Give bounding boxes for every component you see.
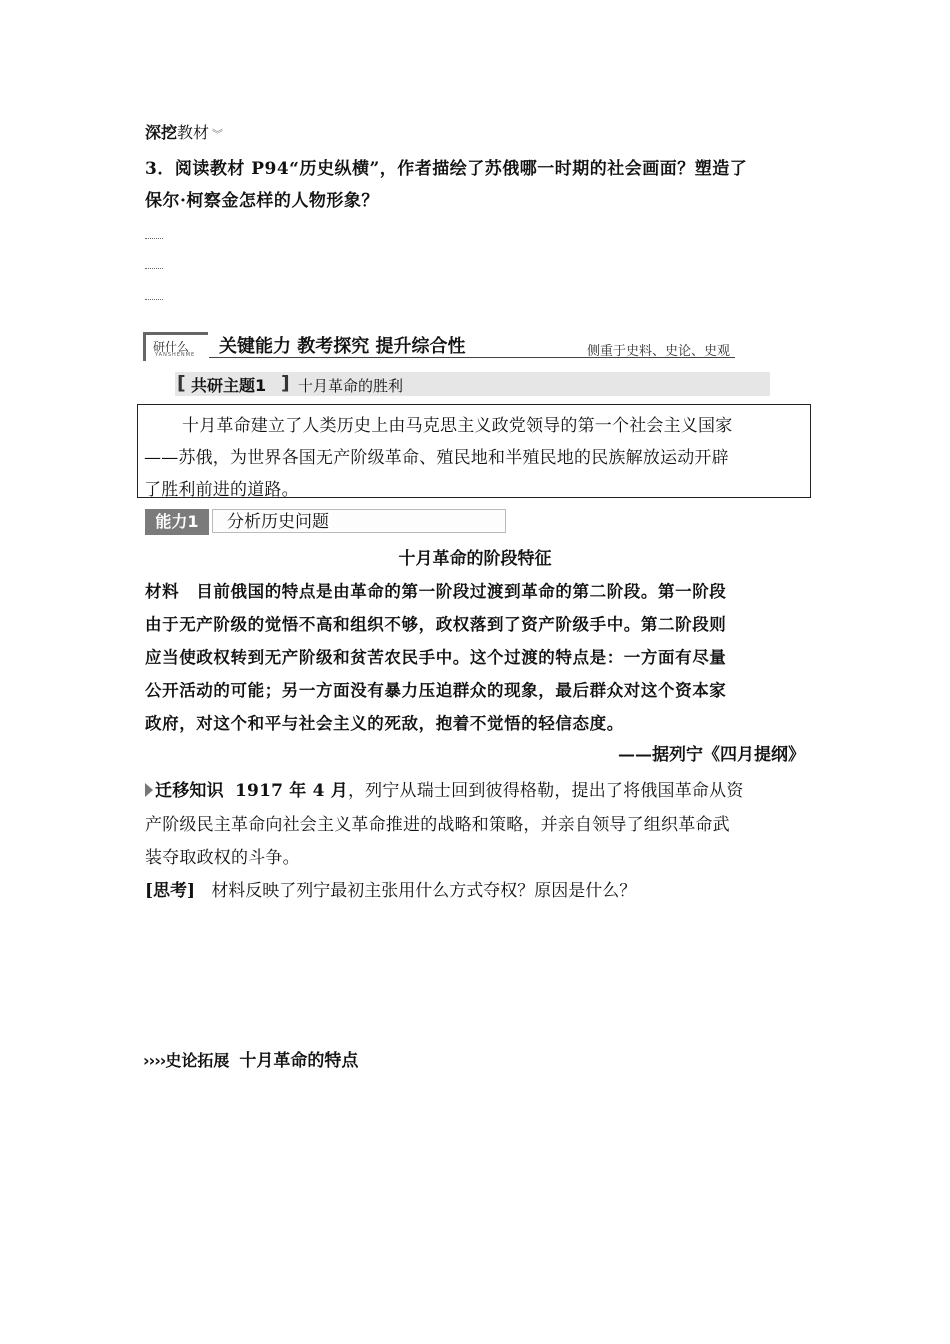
material-line-5: 政府，对这个和平与社会主义的死敌，抱着不觉悟的轻信态度。: [145, 714, 624, 733]
think-label: [思考]: [145, 881, 196, 901]
transfer-year: 1917 年 4 月: [235, 781, 348, 801]
transfer-line-2: 产阶级民主革命向社会主义革命推进的战略和策略，并亲自领导了组织革命武: [145, 815, 730, 835]
topic-title: 十月革命的胜利: [298, 377, 404, 395]
topic-bar: [175, 372, 770, 396]
question-3-line-2: 保尔·柯察金怎样的人物形象？: [145, 191, 379, 211]
transfer-line-1-text: ，列宁从瑞士回到彼得格勒，提出了将俄国革命从资: [347, 781, 744, 801]
answer-line-3[interactable]: [145, 299, 163, 300]
think-question: [145, 876, 636, 901]
summary-line-3: 了胜利前进的道路。: [144, 480, 299, 500]
topic-tag: 共研主题1: [191, 376, 267, 395]
summary-line-1: 十月革命建立了人类历史上由马克思主义政党领导的第一个社会主义国家: [182, 416, 733, 436]
banner-divider: [209, 357, 735, 358]
answer-line-2[interactable]: [145, 268, 163, 269]
ability-bar: [145, 509, 508, 535]
transfer-label: 迁移知识: [155, 781, 224, 801]
banner-logo-subtitle: YANSHENME: [155, 352, 196, 358]
material-line-1: 材料 目前俄国的特点是由革命的第一阶段过渡到革命的第二阶段。第一阶段: [145, 582, 727, 601]
deep-dig-label: 教材: [177, 123, 210, 142]
transfer-line-1: [145, 776, 744, 801]
topic-close-bracket: ]: [281, 372, 290, 394]
answer-line-1[interactable]: [145, 238, 163, 239]
ability-name: 分析历史问题: [212, 509, 506, 533]
banner-focus-tag: 侧重于史料、史论、史观: [587, 344, 731, 359]
triangle-right-icon: [145, 783, 153, 797]
deep-dig-heading: [145, 120, 223, 143]
shilun-label: 史论拓展: [165, 1051, 230, 1070]
section-banner: [143, 330, 735, 362]
topic-open-bracket: [: [177, 372, 186, 394]
material-line-2: 由于无产阶级的觉悟不高和组织不够，政权落到了资产阶级手中。第二阶段则: [145, 615, 727, 634]
transfer-line-3: 装夺取政权的斗争。: [145, 848, 300, 868]
summary-line-2: ——苏俄，为世界各国无产阶级革命、殖民地和半殖民地的民族解放运动开辟: [144, 448, 729, 468]
ability-tag: 能力1: [145, 509, 209, 535]
material-source: ——据列宁《四月提纲》: [618, 745, 805, 765]
chevrons-right-icon: ››››: [143, 1051, 166, 1070]
think-text: 材料反映了列宁最初主张用什么方式夺权？原因是什么？: [211, 881, 637, 901]
summary-box: [137, 404, 811, 498]
shilun-heading: [143, 1046, 358, 1071]
banner-title: 关键能力 教考探究 提升综合性: [219, 336, 466, 357]
double-chevron-down-icon: ︾: [212, 128, 224, 141]
shilun-title: 十月革命的特点: [239, 1051, 359, 1071]
material-line-4: 公开活动的可能；另一方面没有暴力压迫群众的现象，最后群众对这个资本家: [145, 681, 727, 700]
question-3-line-1: 3．阅读教材 P94“历史纵横”，作者描绘了苏俄哪一时期的社会画面？塑造了: [145, 159, 748, 179]
section-heading: 十月革命的阶段特征: [398, 549, 552, 569]
deep-dig-label-bold: 深挖: [145, 123, 178, 142]
banner-logo: 研什么: [153, 340, 190, 354]
material-line-3: 应当使政权转到无产阶级和贫苦农民手中。这个过渡的特点是：一方面有尽量: [145, 648, 727, 667]
